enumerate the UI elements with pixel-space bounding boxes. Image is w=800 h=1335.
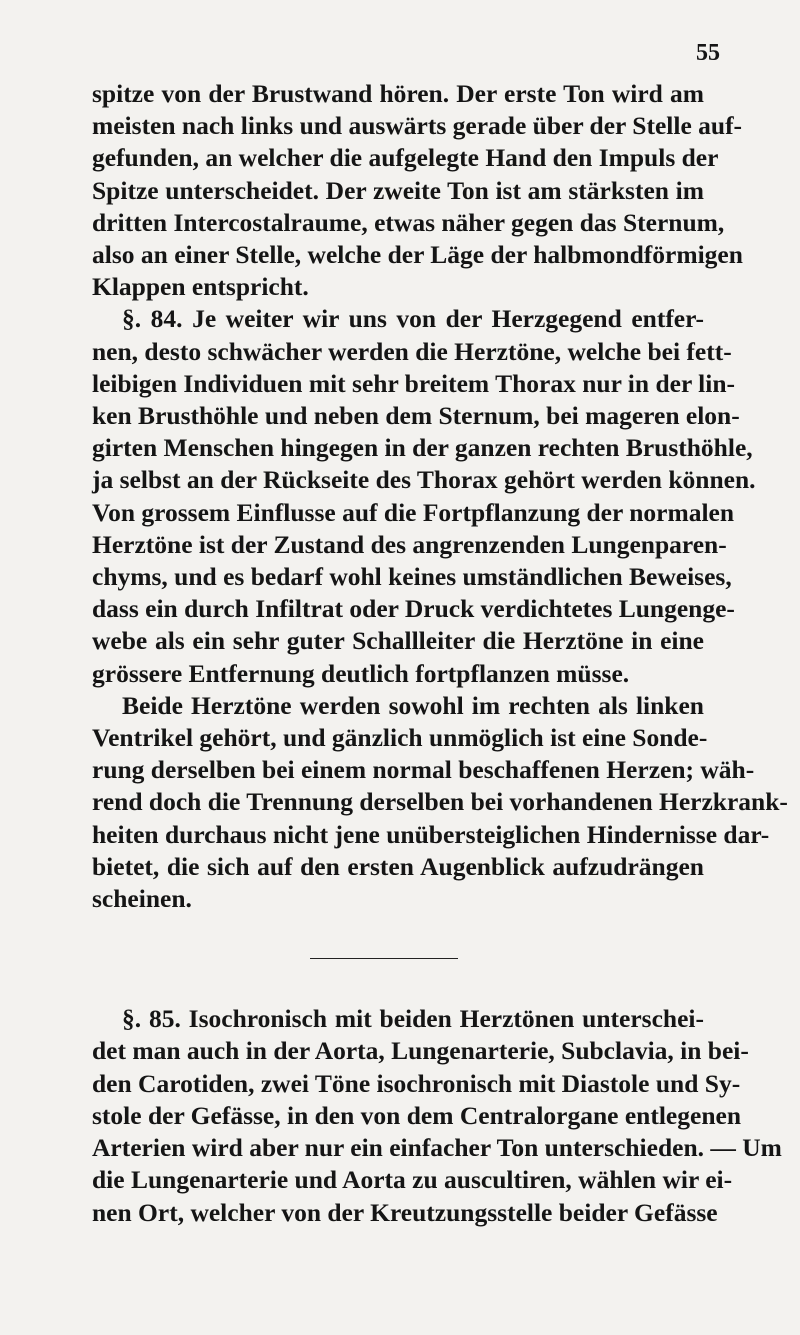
paragraph-section-85 [92, 1003, 782, 1228]
paragraph-intro [92, 78, 743, 303]
page-number: 55 [696, 40, 720, 66]
text-line: §. 84. Je weiter wir uns von der Herzgegend entfer- [122, 304, 704, 334]
text-line: ja selbst an der Rückseite des Thorax gehört werden können. [92, 465, 756, 495]
text-line: Spitze unterscheidet. Der zweite Ton ist am stärksten im [92, 175, 704, 205]
paragraph-section-84 [92, 303, 756, 689]
body-text [92, 78, 788, 1229]
text-line: rend doch die Trennung derselben bei vorhandenen Herzkrank- [92, 787, 788, 817]
text-line: grössere Entfernung deutlich fortpflanzen müsse. [92, 658, 630, 688]
text-line: dritten Intercostalraume, etwas näher gegen das Sternum, [92, 207, 725, 237]
text-line: den Carotiden, zwei Töne isochronisch mit Diastole und Sy- [92, 1068, 741, 1098]
text-line: webe als ein sehr guter Schallleiter die Herztöne in eine [92, 626, 704, 656]
text-line: meisten nach links und auswärts gerade über der Stelle auf- [92, 111, 743, 141]
text-line: die Lungenarterie und Aorta zu auscultiren, wählen wir ei- [92, 1165, 733, 1195]
text-line: Ventrikel gehört, und gänzlich unmöglich ist eine Sonde- [92, 723, 708, 753]
text-line: Beide Herztöne werden sowohl im rechten als linken [122, 690, 704, 720]
text-line: chyms, und es bedarf wohl keines umständlichen Beweises, [92, 562, 732, 592]
text-line: girten Menschen hingegen in der ganzen rechten Brusthöhle, [92, 433, 753, 463]
text-line: dass ein durch Infiltrat oder Druck verdichtetes Lungenge- [92, 594, 735, 624]
text-line: leibigen Individuen mit sehr breitem Thorax nur in der lin- [92, 368, 736, 398]
text-line: rung derselben bei einem normal beschaffenen Herzen; wäh- [92, 755, 755, 785]
text-line: spitze von der Brustwand hören. Der erste Ton wird am [92, 79, 704, 108]
text-line: det man auch in der Aorta, Lungenarterie, Subclavia, in bei- [92, 1036, 749, 1066]
text-line: stole der Gefässe, in den von dem Centralorgane entlegenen [92, 1100, 742, 1130]
text-line: also an einer Stelle, welche der Läge der halbmondförmigen [92, 240, 743, 270]
text-line: §. 85. Isochronisch mit beiden Herztönen unterschei- [122, 1004, 704, 1034]
text-line: bietet, die sich auf den ersten Augenblick aufzudrängen [92, 851, 704, 881]
text-line: nen Ort, welcher von der Kreutzungsstelle beider Gefässe [92, 1197, 718, 1227]
text-line: Arterien wird aber nur ein einfacher Ton unterschieden. — Um [92, 1133, 782, 1163]
text-line: ken Brusthöhle und neben dem Sternum, bei mageren elon- [92, 401, 740, 431]
section-divider [310, 958, 458, 959]
paragraph-ventricle [92, 690, 788, 915]
text-line: Herztöne ist der Zustand des angrenzenden Lungenparen- [92, 529, 727, 559]
text-line: heiten durchaus nicht jene unübersteiglichen Hindernisse dar- [92, 819, 770, 849]
text-line: Von grossem Einflusse auf die Fortpflanzung der normalen [92, 497, 735, 527]
text-line: gefunden, an welcher die aufgelegte Hand den Impuls der [92, 143, 719, 173]
text-line: nen, desto schwächer werden die Herztöne, welche bei fett- [92, 336, 732, 366]
text-line: scheinen. [92, 884, 192, 914]
text-line: Klappen entspricht. [92, 272, 309, 302]
